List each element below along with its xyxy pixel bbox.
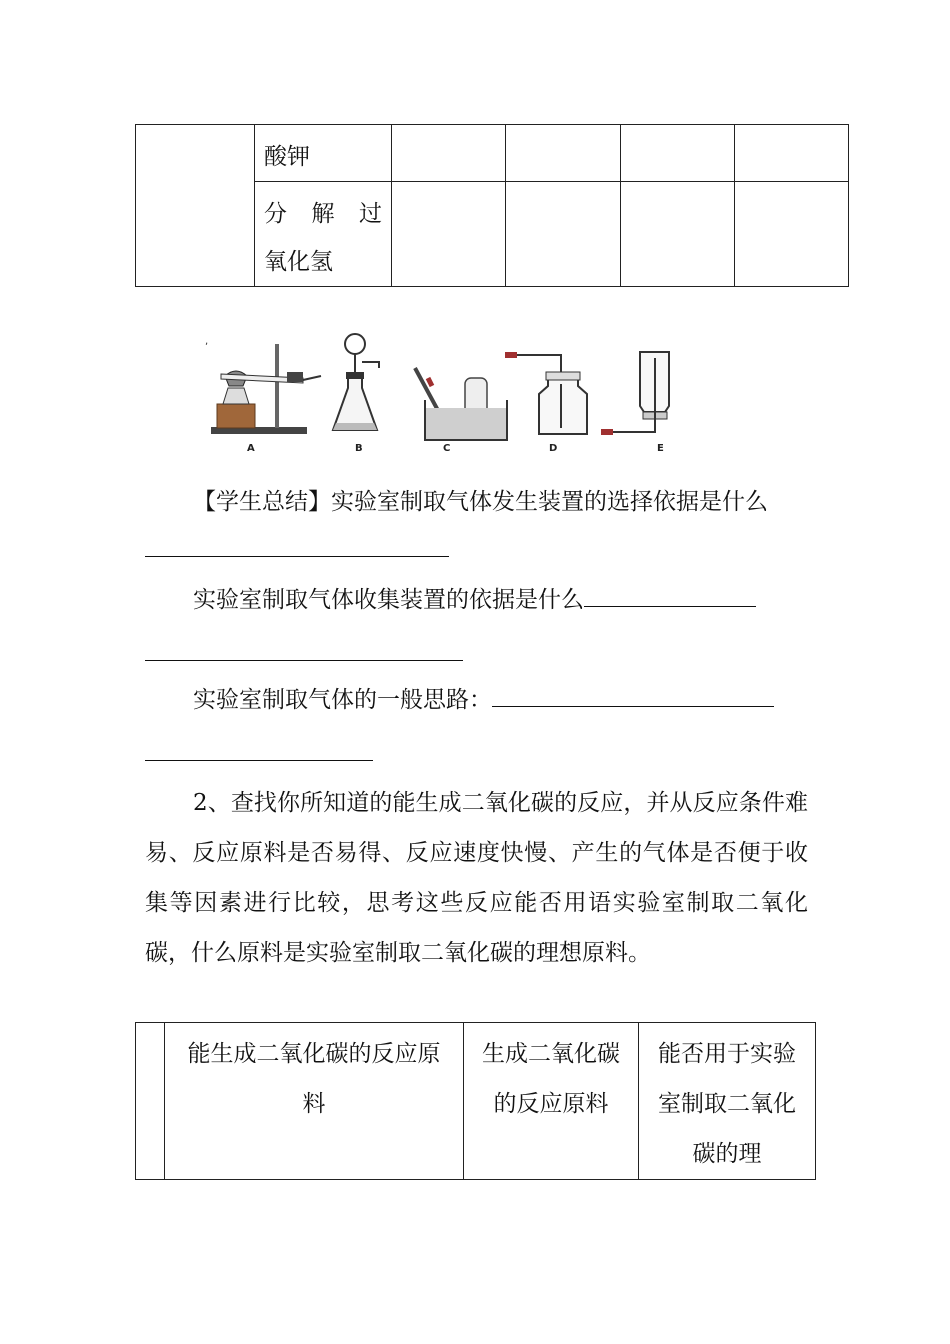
table-cell-text: 氧化氢 bbox=[264, 249, 333, 275]
summary-question-3-text: 实验室制取气体的一般思路： bbox=[193, 687, 492, 713]
summary-question-1-head: 【学生总结】实验室制取气体发生装置的选择依据是什 bbox=[193, 489, 745, 515]
table-cell bbox=[506, 182, 620, 287]
apparatus-a bbox=[205, 336, 321, 434]
answer-blank[interactable] bbox=[145, 734, 373, 761]
table-cell bbox=[734, 125, 848, 182]
table-cell bbox=[620, 182, 734, 287]
table-merged-cell bbox=[136, 125, 255, 287]
figure-label-b: B bbox=[355, 443, 363, 454]
summary-question-1-tail: 么 bbox=[745, 489, 768, 515]
table-cell bbox=[506, 125, 620, 182]
summary-question-2-text: 实验室制取气体收集装置的依据是什么 bbox=[193, 587, 584, 613]
answer-blank[interactable] bbox=[145, 634, 463, 661]
table-header-cell bbox=[136, 1023, 165, 1180]
answer-blank[interactable] bbox=[492, 678, 774, 707]
answer-blank[interactable] bbox=[584, 578, 756, 607]
svg-text:,: , bbox=[205, 336, 209, 347]
apparatus-d bbox=[505, 352, 587, 434]
apparatus-figure bbox=[203, 328, 683, 458]
answer-blank[interactable] bbox=[145, 528, 449, 557]
table-cell-reactant bbox=[255, 182, 392, 287]
table-cell bbox=[620, 125, 734, 182]
apparatus-c bbox=[415, 368, 507, 440]
task-2-paragraph: 2、查找你所知道的能生成二氧化碳的反应，并从反应条件难易、反应原料是否易得、反应速度快慢、产生的气体是否便于收集等因素进行比较，思考这些反应能否用语实验室制取二氧化碳，什么原料是实验室制取二氧化碳的理想原料。 bbox=[145, 790, 808, 966]
table-header-cell: 能生成二氧化碳的反应原料 bbox=[164, 1023, 463, 1180]
table-cell-reactant: 酸钾 bbox=[255, 125, 392, 182]
table-cell bbox=[734, 182, 848, 287]
summary-question-1 bbox=[145, 478, 808, 574]
figure-label-d: D bbox=[549, 443, 558, 454]
co2-reaction-table bbox=[135, 1022, 816, 1180]
apparatus-b bbox=[333, 334, 379, 430]
summary-question-2 bbox=[145, 576, 808, 624]
figure-label-c: C bbox=[443, 443, 451, 454]
reaction-table bbox=[135, 124, 849, 287]
table-header-cell: 生成二氧化碳的反应原料 bbox=[464, 1023, 639, 1180]
figure-label-e: E bbox=[657, 443, 664, 454]
table-cell bbox=[392, 125, 506, 182]
apparatus-e bbox=[601, 352, 669, 435]
table-cell bbox=[392, 182, 506, 287]
summary-question-3 bbox=[145, 676, 808, 724]
figure-label-a: A bbox=[247, 443, 255, 454]
table-cell-text: 分解过 bbox=[264, 201, 382, 227]
table-header-cell: 能否用于实验室制取二氧化碳的理 bbox=[638, 1023, 815, 1180]
